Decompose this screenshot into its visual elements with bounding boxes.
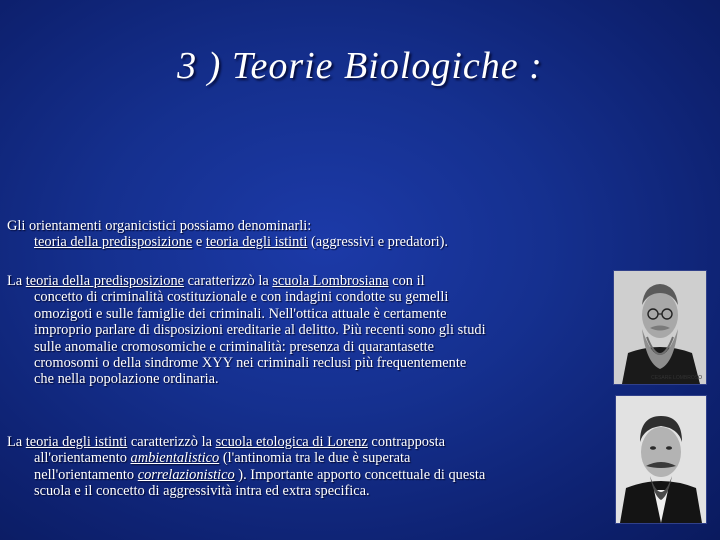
- text-run: contrapposta: [367, 434, 445, 450]
- lorenz-portrait-image: [616, 396, 706, 523]
- term-ambientalistico: ambientalistico: [130, 450, 220, 467]
- predisposizione-line-6: cromosomi o della sindrome XYY nei criminali reclusi più frequentemente: [34, 355, 467, 372]
- predisposizione-paragraph: [7, 273, 486, 388]
- lorenz-portrait: [615, 395, 707, 524]
- intro-line-1: Gli orientamenti organicistici possiamo denominarli:: [7, 218, 312, 234]
- predisposizione-line-3: omozigoti e sulle famiglie dei criminali. Nell'ottica attuale è certamente: [34, 305, 447, 322]
- istinti-line-1: [7, 434, 485, 450]
- lombroso-portrait-image: [614, 271, 706, 384]
- istinti-line-3: [7, 467, 485, 483]
- predisposizione-line-1: [7, 273, 486, 289]
- predisposizione-line-4: improprio parlare di disposizioni ereditarie al delitto. Più recenti sono gli studi: [34, 322, 486, 339]
- term-scuola-etologica: scuola etologica di Lorenz: [215, 434, 368, 450]
- term-predisposizione: teoria della predisposizione: [34, 234, 193, 251]
- predisposizione-line-7: che nella popolazione ordinaria.: [34, 371, 219, 388]
- intro-paragraph: [7, 218, 448, 251]
- portrait-caption: CESARE LOMBROSO: [651, 375, 702, 381]
- text-run: caratterizzò la: [184, 273, 273, 289]
- term-teoria-istinti: teoria degli istinti: [25, 434, 128, 450]
- intro-connector: e: [192, 234, 206, 251]
- text-run: ). Importante apporto concettuale di questa: [234, 466, 486, 483]
- text-run: all'orientamento: [34, 450, 131, 467]
- istinti-line-4: scuola e il concetto di aggressività intra ed extra specifica.: [34, 483, 370, 500]
- intro-tail: (aggressivi e predatori).: [307, 234, 449, 251]
- term-teoria-predisposizione: teoria della predisposizione: [25, 273, 185, 289]
- slide-title: 3 ) Teorie Biologiche :: [177, 45, 543, 87]
- predisposizione-line-5: sulle anomalie cromosomiche e criminalità: presenza di quarantasette: [34, 338, 434, 355]
- term-correlazionistico: correlazionistico: [137, 466, 235, 483]
- term-scuola-lombrosiana: scuola Lombrosiana: [272, 273, 389, 289]
- text-run: La: [7, 273, 26, 289]
- text-run: La: [7, 434, 26, 450]
- istinti-line-2: [7, 450, 485, 466]
- intro-line-2: [7, 234, 448, 250]
- predisposizione-line-2: concetto di criminalità costituzionale e con indagini condotte su gemelli: [34, 289, 449, 306]
- term-istinti: teoria degli istinti: [205, 234, 308, 251]
- istinti-paragraph: [7, 434, 485, 500]
- lombroso-portrait: [613, 270, 707, 385]
- text-run: nell'orientamento: [34, 466, 138, 483]
- text-run: (l'antinomia tra le due è superata: [219, 450, 411, 467]
- text-run: caratterizzò la: [127, 434, 216, 450]
- text-run: con il: [388, 273, 425, 289]
